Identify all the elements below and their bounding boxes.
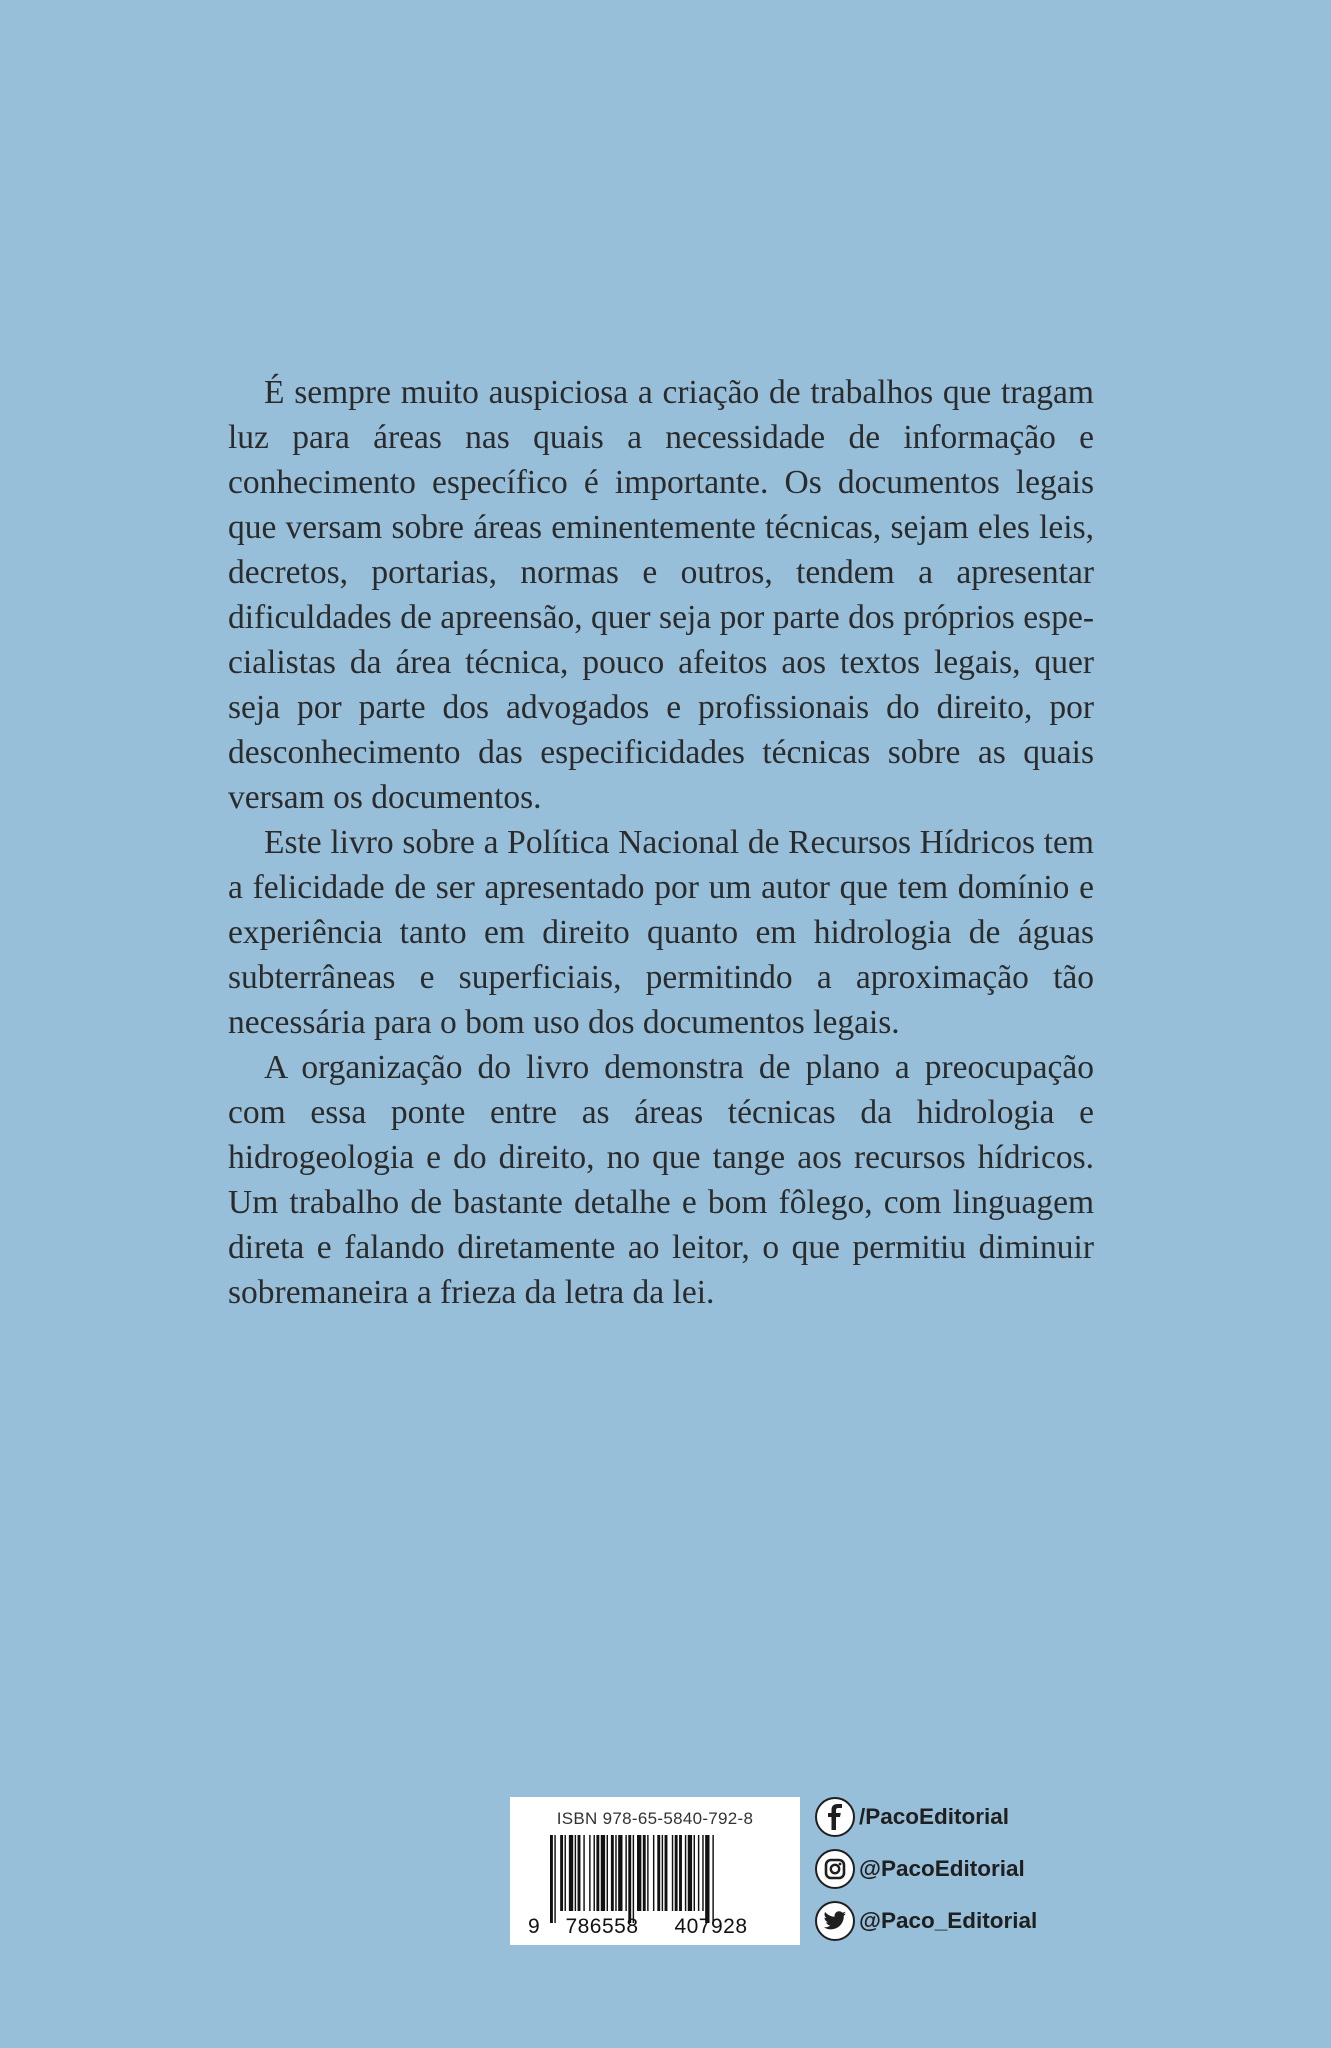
barcode xyxy=(528,1835,782,1941)
barcode-bar xyxy=(618,1835,622,1911)
barcode-bar xyxy=(589,1835,590,1911)
barcode-bar xyxy=(675,1835,678,1911)
isbn-label: ISBN 978-65-5840-792-8 xyxy=(556,1809,754,1828)
twitter-handle: @Paco_Editorial xyxy=(859,1908,1038,1933)
blurb-paragraph: Este livro sobre a Política Nacional de Recursos Hídricos tem a felicidade de ser apresentado por um autor que tem domínio e experiência tanto em direito quanto em hidrologia de águas subterrâneas e superficiais, permitindo a aproximação tão necessária para o bom uso dos documentos legais. xyxy=(228,824,1094,1041)
barcode-bar xyxy=(637,1835,641,1911)
barcode-bar xyxy=(662,1835,663,1911)
barcode-bars xyxy=(528,1835,782,1923)
back-cover-blurb xyxy=(228,370,1094,1315)
barcode-bar xyxy=(665,1835,668,1911)
barcode-bar xyxy=(565,1835,566,1911)
blurb-paragraph: A organização do livro demonstra de plano a preocupação com essa ponte entre as áreas técnicas da hidrologia e hidrogeologia e do direito, no que tange aos recursos hídricos. Um trabalho de bastante detalhe e bom fôlego, com linguagem direta e falando diretamente ao leitor, o que permitiu diminuir sobremaneira a frieza da letra da lei. xyxy=(228,1049,1094,1311)
barcode-bar xyxy=(611,1835,614,1911)
barcode-bar xyxy=(657,1835,660,1911)
barcode-bar xyxy=(575,1835,576,1911)
social-links xyxy=(815,1796,1037,1952)
ean-left-digits: 786558 xyxy=(565,1915,639,1938)
barcode-bar xyxy=(554,1835,555,1923)
facebook-icon xyxy=(815,1797,855,1837)
barcode-bar xyxy=(712,1835,713,1923)
barcode-bar xyxy=(643,1835,646,1911)
barcode-bar xyxy=(607,1835,608,1911)
ean-digits xyxy=(528,1911,782,1941)
barcode-bar xyxy=(688,1835,692,1911)
barcode-bar xyxy=(694,1835,695,1911)
twitter-icon xyxy=(815,1901,855,1941)
barcode-bar xyxy=(615,1835,616,1911)
barcode-bar xyxy=(560,1835,563,1911)
barcode-bar xyxy=(601,1835,605,1911)
barcode-bar xyxy=(679,1835,682,1911)
barcode-bar xyxy=(633,1835,634,1923)
barcode-bar xyxy=(569,1835,573,1911)
barcode-bar xyxy=(594,1835,595,1911)
instagram-icon xyxy=(815,1849,855,1889)
barcode-bar xyxy=(550,1835,553,1923)
barcode-bar xyxy=(647,1835,648,1911)
blurb-paragraph: É sempre muito auspiciosa a criação de trabalhos que tragam luz para áreas nas quais a necessidade de informação e conhecimento específico é importante. Os documentos legais que versam sobre áreas eminentemente técnicas, sejam eles leis, decretos, portarias, normas e outros, tendem a apresentar dificuldades de apreensão, quer seja por parte dos próprios especialistas da área técnica, pouco afeitos aos textos legais, quer seja por parte dos advogados e profissionais do direito, por desconhecimento das especificidades técnicas sobre as quais versam os documentos. xyxy=(228,374,1094,816)
isbn-barcode-box xyxy=(510,1797,800,1945)
ean-right-digits: 407928 xyxy=(674,1915,748,1938)
barcode-bar xyxy=(625,1835,626,1911)
barcode-bar xyxy=(653,1835,654,1911)
barcode-bar xyxy=(705,1835,709,1923)
social-twitter[interactable] xyxy=(815,1900,1037,1942)
barcode-bar xyxy=(685,1835,686,1911)
social-facebook[interactable] xyxy=(815,1796,1037,1838)
barcode-bar xyxy=(596,1835,599,1911)
instagram-handle: @PacoEditorial xyxy=(859,1856,1025,1881)
barcode-bar xyxy=(672,1835,673,1911)
barcode-bar xyxy=(578,1835,581,1911)
facebook-handle: /PacoEditorial xyxy=(859,1804,1010,1829)
barcode-bar xyxy=(583,1835,584,1911)
barcode-bar xyxy=(628,1835,631,1923)
barcode-bar xyxy=(702,1835,703,1911)
social-instagram[interactable] xyxy=(815,1848,1037,1890)
ean-first-digit: 9 xyxy=(528,1915,540,1938)
barcode-bar xyxy=(698,1835,699,1911)
